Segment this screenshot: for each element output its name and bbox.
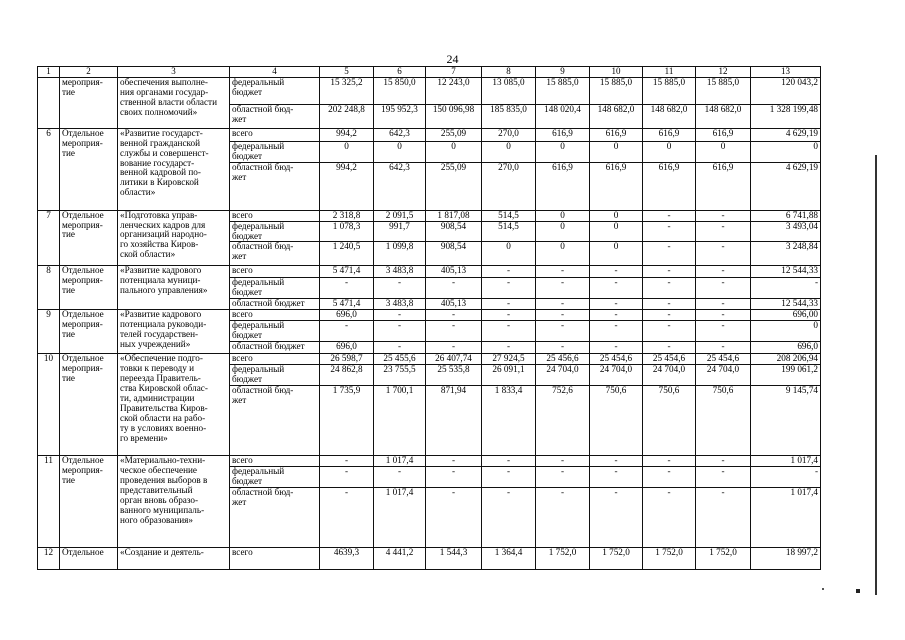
- amount-cell: 12 243,0: [426, 77, 482, 104]
- amount-cell: 3 483,8: [374, 299, 426, 310]
- amount-cell: 994,2: [320, 162, 374, 210]
- column-header: 2: [60, 67, 118, 78]
- amount-cell: 514,5: [482, 210, 536, 221]
- amount-cell: -: [696, 310, 751, 321]
- status-cell: Отдельное мероприя- тие: [60, 455, 118, 547]
- amount-cell: -: [426, 342, 482, 354]
- amount-cell: 5 471,4: [320, 299, 374, 310]
- measure-name-cell: «Обеспечение подго- товки к переводу и переезда Правитель- ства Кировской облас- ти, администрации Правительства Киров- ской области на рабо- ту в условиях военно- го времени»: [118, 354, 230, 456]
- amount-cell: -: [536, 487, 590, 547]
- amount-cell: 0: [536, 221, 590, 242]
- table-row: [38, 354, 821, 365]
- status-cell: Отдельное мероприя- тие: [60, 210, 118, 266]
- amount-cell: -: [482, 310, 536, 321]
- amount-cell: 1 240,5: [320, 242, 374, 266]
- amount-cell: -: [696, 321, 751, 342]
- amount-cell: 15 325,2: [320, 77, 374, 104]
- amount-cell: 405,13: [426, 266, 482, 278]
- amount-cell: -: [320, 321, 374, 342]
- amount-cell: 616,9: [536, 128, 590, 141]
- amount-cell: 24 704,0: [536, 365, 590, 386]
- amount-cell: -: [374, 342, 426, 354]
- total-cell: 120 043,2: [751, 77, 821, 104]
- total-cell: 9 145,74: [751, 385, 821, 455]
- amount-cell: 25 454,6: [696, 354, 751, 365]
- amount-cell: 871,94: [426, 385, 482, 455]
- budget-table: [37, 66, 821, 570]
- status-cell: мероприя- тие: [60, 77, 118, 128]
- table-row: [38, 77, 821, 104]
- column-header: 7: [426, 67, 482, 78]
- column-header: 8: [482, 67, 536, 78]
- amount-cell: 908,54: [426, 221, 482, 242]
- amount-cell: -: [696, 466, 751, 487]
- status-cell: Отдельное мероприя- тие: [60, 266, 118, 310]
- amount-cell: 4639,3: [320, 547, 374, 569]
- amount-cell: -: [374, 466, 426, 487]
- amount-cell: -: [696, 455, 751, 466]
- amount-cell: 616,9: [643, 128, 696, 141]
- total-cell: 18 997,2: [751, 547, 821, 569]
- amount-cell: 0: [643, 141, 696, 162]
- amount-cell: 25 456,6: [536, 354, 590, 365]
- column-header: 1: [38, 67, 60, 78]
- measure-name-cell: «Развитие кадрового потенциала муници- пального управления»: [118, 266, 230, 310]
- table-row: [38, 547, 821, 569]
- amount-cell: 24 704,0: [590, 365, 643, 386]
- row-number-cell: 6: [38, 128, 60, 210]
- measure-name-cell: «Развитие государст- венной гражданской службы и совершенст- вование государст- венной кадровой по- литики в Кировской области»: [118, 128, 230, 210]
- amount-cell: 1 017,4: [374, 455, 426, 466]
- funding-source-cell: областной бюд- жет: [230, 162, 320, 210]
- funding-source-cell: всего: [230, 128, 320, 141]
- amount-cell: 1 017,4: [374, 487, 426, 547]
- amount-cell: 0: [426, 141, 482, 162]
- measure-name-cell: «Материально-техни- ческое обеспечение проведения выборов в представительный орган вновь образо- ванного муниципаль- ного образования»: [118, 455, 230, 547]
- amount-cell: 25 454,6: [643, 354, 696, 365]
- funding-source-cell: федеральный бюджет: [230, 321, 320, 342]
- amount-cell: 0: [590, 221, 643, 242]
- amount-cell: 15 850,0: [374, 77, 426, 104]
- amount-cell: -: [643, 299, 696, 310]
- total-cell: 0: [751, 321, 821, 342]
- amount-cell: -: [536, 342, 590, 354]
- amount-cell: -: [643, 310, 696, 321]
- amount-cell: -: [536, 455, 590, 466]
- total-cell: 4 629,19: [751, 162, 821, 210]
- amount-cell: 26 407,74: [426, 354, 482, 365]
- amount-cell: 994,2: [320, 128, 374, 141]
- total-cell: 208 206,94: [751, 354, 821, 365]
- amount-cell: 148 682,0: [643, 104, 696, 128]
- row-number-cell: 10: [38, 354, 60, 456]
- table-row: [38, 210, 821, 221]
- page-number: 24: [446, 52, 459, 66]
- amount-cell: -: [482, 278, 536, 299]
- amount-cell: -: [320, 455, 374, 466]
- amount-cell: 148 682,0: [590, 104, 643, 128]
- amount-cell: 3 483,8: [374, 266, 426, 278]
- row-number-cell: 8: [38, 266, 60, 310]
- amount-cell: 750,6: [696, 385, 751, 455]
- row-number-cell: 11: [38, 455, 60, 547]
- column-header: 4: [230, 67, 320, 78]
- amount-cell: 0: [482, 242, 536, 266]
- funding-source-cell: всего: [230, 266, 320, 278]
- amount-cell: -: [590, 455, 643, 466]
- amount-cell: -: [536, 266, 590, 278]
- status-cell: Отдельное мероприя- тие: [60, 354, 118, 456]
- table-row: [38, 266, 821, 278]
- amount-cell: -: [643, 342, 696, 354]
- amount-cell: 0: [590, 242, 643, 266]
- amount-cell: 908,54: [426, 242, 482, 266]
- amount-cell: 1 364,4: [482, 547, 536, 569]
- total-cell: 696,00: [751, 310, 821, 321]
- row-number-cell: 9: [38, 310, 60, 354]
- amount-cell: 24 862,8: [320, 365, 374, 386]
- row-number-cell: [38, 77, 60, 128]
- amount-cell: -: [590, 278, 643, 299]
- total-cell: 1 328 199,48: [751, 104, 821, 128]
- amount-cell: 150 096,98: [426, 104, 482, 128]
- amount-cell: 255,09: [426, 128, 482, 141]
- amount-cell: -: [482, 299, 536, 310]
- measure-name-cell: «Создание и деятель-: [118, 547, 230, 569]
- total-cell: -: [751, 278, 821, 299]
- funding-source-cell: областной бюд- жет: [230, 104, 320, 128]
- measure-name-cell: «Развитие кадрового потенциала руководи- телей государствен- ных учреждений»: [118, 310, 230, 354]
- amount-cell: -: [482, 342, 536, 354]
- amount-cell: 642,3: [374, 162, 426, 210]
- amount-cell: 1 544,3: [426, 547, 482, 569]
- amount-cell: -: [643, 455, 696, 466]
- amount-cell: 23 755,5: [374, 365, 426, 386]
- amount-cell: -: [482, 455, 536, 466]
- scan-margin-line: [875, 155, 877, 595]
- amount-cell: -: [696, 221, 751, 242]
- amount-cell: -: [643, 242, 696, 266]
- amount-cell: -: [696, 242, 751, 266]
- funding-source-cell: федеральный бюджет: [230, 141, 320, 162]
- funding-source-cell: федеральный бюджет: [230, 221, 320, 242]
- amount-cell: -: [643, 278, 696, 299]
- funding-source-cell: всего: [230, 547, 320, 569]
- amount-cell: -: [426, 466, 482, 487]
- amount-cell: 15 885,0: [536, 77, 590, 104]
- total-cell: 199 061,2: [751, 365, 821, 386]
- amount-cell: -: [536, 466, 590, 487]
- funding-source-cell: всего: [230, 455, 320, 466]
- amount-cell: -: [374, 310, 426, 321]
- amount-cell: -: [590, 310, 643, 321]
- amount-cell: -: [426, 278, 482, 299]
- total-cell: 4 629,19: [751, 128, 821, 141]
- amount-cell: 642,3: [374, 128, 426, 141]
- table-row: [38, 310, 821, 321]
- amount-cell: 1 752,0: [643, 547, 696, 569]
- amount-cell: -: [482, 321, 536, 342]
- amount-cell: 15 885,0: [590, 77, 643, 104]
- amount-cell: -: [590, 321, 643, 342]
- column-header: 5: [320, 67, 374, 78]
- amount-cell: 750,6: [590, 385, 643, 455]
- amount-cell: 148 020,4: [536, 104, 590, 128]
- scan-speck: [856, 589, 860, 593]
- amount-cell: 1 752,0: [696, 547, 751, 569]
- total-cell: 0: [751, 141, 821, 162]
- amount-cell: -: [374, 278, 426, 299]
- amount-cell: 1 700,1: [374, 385, 426, 455]
- amount-cell: -: [536, 299, 590, 310]
- amount-cell: -: [482, 266, 536, 278]
- total-cell: 12 544,33: [751, 299, 821, 310]
- amount-cell: 27 924,5: [482, 354, 536, 365]
- amount-cell: 514,5: [482, 221, 536, 242]
- amount-cell: -: [320, 278, 374, 299]
- amount-cell: -: [426, 487, 482, 547]
- amount-cell: -: [696, 299, 751, 310]
- amount-cell: 24 704,0: [643, 365, 696, 386]
- amount-cell: 0: [320, 141, 374, 162]
- funding-source-cell: федеральный бюджет: [230, 365, 320, 386]
- amount-cell: 185 835,0: [482, 104, 536, 128]
- column-header: 6: [374, 67, 426, 78]
- amount-cell: 26 598,7: [320, 354, 374, 365]
- amount-cell: 616,9: [590, 162, 643, 210]
- amount-cell: 0: [536, 242, 590, 266]
- amount-cell: 1 752,0: [536, 547, 590, 569]
- amount-cell: 2 318,8: [320, 210, 374, 221]
- funding-source-cell: областной бюджет: [230, 342, 320, 354]
- status-cell: Отдельное мероприя- тие: [60, 128, 118, 210]
- funding-source-cell: всего: [230, 310, 320, 321]
- table-row: [38, 128, 821, 141]
- amount-cell: -: [696, 342, 751, 354]
- amount-cell: 0: [590, 210, 643, 221]
- amount-cell: 1 078,3: [320, 221, 374, 242]
- amount-cell: -: [536, 278, 590, 299]
- amount-cell: 2 091,5: [374, 210, 426, 221]
- funding-source-cell: федеральный бюджет: [230, 77, 320, 104]
- column-header: 12: [696, 67, 751, 78]
- table-row: [38, 455, 821, 466]
- amount-cell: -: [374, 321, 426, 342]
- total-cell: -: [751, 466, 821, 487]
- funding-source-cell: федеральный бюджет: [230, 466, 320, 487]
- measure-name-cell: обеспечения выполне- ния органами государ- ственной власти области своих полномочий»: [118, 77, 230, 128]
- total-cell: 696,0: [751, 342, 821, 354]
- amount-cell: 4 441,2: [374, 547, 426, 569]
- amount-cell: 25 455,6: [374, 354, 426, 365]
- amount-cell: -: [643, 221, 696, 242]
- amount-cell: 1 752,0: [590, 547, 643, 569]
- amount-cell: -: [536, 310, 590, 321]
- amount-cell: 0: [590, 141, 643, 162]
- amount-cell: -: [590, 266, 643, 278]
- amount-cell: -: [696, 210, 751, 221]
- funding-source-cell: федеральный бюджет: [230, 278, 320, 299]
- amount-cell: -: [643, 466, 696, 487]
- amount-cell: -: [696, 487, 751, 547]
- amount-cell: 255,09: [426, 162, 482, 210]
- column-header: 9: [536, 67, 590, 78]
- measure-name-cell: «Подготовка управ- ленческих кадров для организаций народно- го хозяйства Киров- ской области»: [118, 210, 230, 266]
- amount-cell: -: [482, 487, 536, 547]
- column-header: 11: [643, 67, 696, 78]
- amount-cell: 616,9: [643, 162, 696, 210]
- amount-cell: 696,0: [320, 310, 374, 321]
- amount-cell: -: [590, 466, 643, 487]
- amount-cell: -: [643, 210, 696, 221]
- amount-cell: -: [643, 321, 696, 342]
- amount-cell: 1 817,08: [426, 210, 482, 221]
- amount-cell: -: [320, 466, 374, 487]
- amount-cell: 15 885,0: [643, 77, 696, 104]
- amount-cell: 616,9: [590, 128, 643, 141]
- total-cell: 6 741,88: [751, 210, 821, 221]
- amount-cell: 270,0: [482, 128, 536, 141]
- amount-cell: 616,9: [696, 162, 751, 210]
- amount-cell: -: [696, 266, 751, 278]
- amount-cell: -: [482, 466, 536, 487]
- amount-cell: 26 091,1: [482, 365, 536, 386]
- amount-cell: 405,13: [426, 299, 482, 310]
- amount-cell: 0: [374, 141, 426, 162]
- total-cell: 1 017,4: [751, 487, 821, 547]
- amount-cell: -: [426, 321, 482, 342]
- total-cell: 3 493,04: [751, 221, 821, 242]
- amount-cell: 616,9: [696, 128, 751, 141]
- amount-cell: -: [426, 455, 482, 466]
- amount-cell: 1 099,8: [374, 242, 426, 266]
- amount-cell: 25 454,6: [590, 354, 643, 365]
- amount-cell: -: [426, 310, 482, 321]
- amount-cell: 991,7: [374, 221, 426, 242]
- column-header: 13: [751, 67, 821, 78]
- amount-cell: 5 471,4: [320, 266, 374, 278]
- amount-cell: 15 885,0: [696, 77, 751, 104]
- funding-source-cell: всего: [230, 210, 320, 221]
- funding-source-cell: областной бюд- жет: [230, 385, 320, 455]
- funding-source-cell: областной бюд- жет: [230, 487, 320, 547]
- amount-cell: 752,6: [536, 385, 590, 455]
- amount-cell: 0: [536, 141, 590, 162]
- amount-cell: 0: [536, 210, 590, 221]
- total-cell: 1 017,4: [751, 455, 821, 466]
- scan-speck: [822, 588, 824, 590]
- amount-cell: 1 735,9: [320, 385, 374, 455]
- column-number-row: [38, 67, 821, 78]
- funding-source-cell: областной бюджет: [230, 299, 320, 310]
- amount-cell: 148 682,0: [696, 104, 751, 128]
- funding-source-cell: областной бюд- жет: [230, 242, 320, 266]
- amount-cell: 750,6: [643, 385, 696, 455]
- amount-cell: 24 704,0: [696, 365, 751, 386]
- amount-cell: -: [590, 342, 643, 354]
- amount-cell: 0: [482, 141, 536, 162]
- column-header: 10: [590, 67, 643, 78]
- amount-cell: 195 952,3: [374, 104, 426, 128]
- amount-cell: -: [696, 278, 751, 299]
- amount-cell: 1 833,4: [482, 385, 536, 455]
- amount-cell: 13 085,0: [482, 77, 536, 104]
- amount-cell: 616,9: [536, 162, 590, 210]
- amount-cell: -: [643, 266, 696, 278]
- status-cell: Отдельное мероприя- тие: [60, 310, 118, 354]
- row-number-cell: 7: [38, 210, 60, 266]
- funding-source-cell: всего: [230, 354, 320, 365]
- total-cell: 12 544,33: [751, 266, 821, 278]
- amount-cell: 202 248,8: [320, 104, 374, 128]
- amount-cell: 696,0: [320, 342, 374, 354]
- total-cell: 3 248,84: [751, 242, 821, 266]
- amount-cell: 0: [696, 141, 751, 162]
- amount-cell: 270,0: [482, 162, 536, 210]
- amount-cell: -: [320, 487, 374, 547]
- amount-cell: -: [536, 321, 590, 342]
- amount-cell: 25 535,8: [426, 365, 482, 386]
- amount-cell: -: [643, 487, 696, 547]
- status-cell: Отдельное: [60, 547, 118, 569]
- row-number-cell: 12: [38, 547, 60, 569]
- column-header: 3: [118, 67, 230, 78]
- amount-cell: -: [590, 487, 643, 547]
- amount-cell: -: [590, 299, 643, 310]
